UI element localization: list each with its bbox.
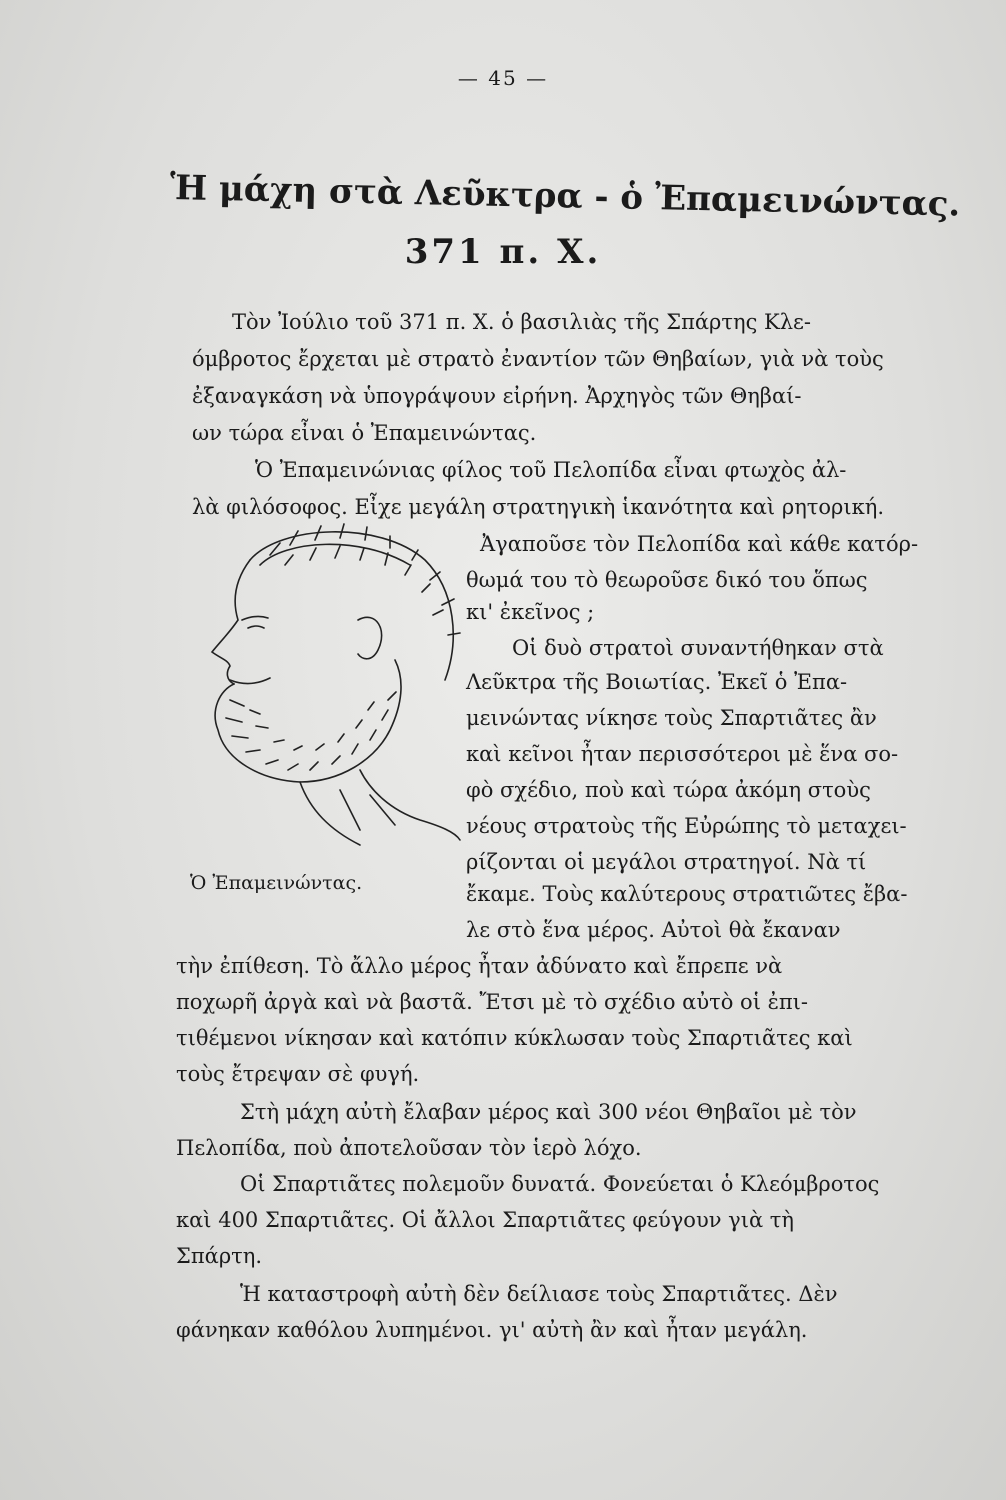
text-line: ποχωρῆ ἀργὰ καὶ νὰ βαστᾶ. Ἔτσι μὲ τὸ σχέδιο αὐτὸ οἱ ἐπι- (176, 990, 809, 1014)
text-line: τὴν ἐπίθεση. Τὸ ἄλλο μέρος ἦταν ἀδύνατο καὶ ἔπρεπε νὰ (176, 954, 783, 978)
chapter-title: Ἡ μάχη στὰ Λεῦκτρα - ὁ Ἐπαμεινώντας. (169, 168, 961, 225)
text-line: κι' ἐκεῖνος ; (466, 600, 595, 624)
text-line: λὰ φιλόσοφος. Εἶχε μεγάλη στρατηγικὴ ἱκανότητα καὶ ρητορική. (192, 495, 884, 519)
text-line: Οἱ δυὸ στρατοὶ συναντήθηκαν στὰ (512, 636, 884, 660)
text-line: Σπάρτη. (176, 1244, 263, 1268)
chapter-date: 371 π. Χ. (404, 232, 602, 272)
text-line: θωμά του τὸ θεωροῦσε δικό του ὅπως (466, 568, 868, 592)
text-line: καὶ 400 Σπαρτιᾶτες. Οἱ ἄλλοι Σπαρτιᾶτες φεύγουν γιὰ τὴ (176, 1208, 795, 1232)
text-line: μεινώντας νίκησε τοὺς Σπαρτιᾶτες ἂν (466, 706, 877, 730)
page-number: — 45 — (457, 66, 549, 90)
text-line: Λεῦκτρα τῆς Βοιωτίας. Ἐκεῖ ὁ Ἐπα- (466, 670, 848, 694)
text-line: νέους στρατοὺς τῆς Εὐρώπης τὸ μεταχει- (466, 814, 907, 838)
text-line: Ὁ Ἐπαμεινώνιας φίλος τοῦ Πελοπίδα εἶναι φτωχὸς ἀλ- (255, 458, 847, 482)
text-line: ρίζονται οἱ μεγάλοι στρατηγοί. Νὰ τί (466, 850, 867, 874)
text-line: φὸ σχέδιο, ποὺ καὶ τώρα ἀκόμη στοὺς (466, 778, 871, 802)
text-line: Στὴ μάχη αὐτὴ ἔλαβαν μέρος καὶ 300 νέοι Θηβαῖοι μὲ τὸν (240, 1100, 857, 1124)
portrait-caption: Ὁ Ἐπαμεινώντας. (190, 872, 363, 894)
text-line: Ἡ καταστροφὴ αὐτὴ δὲν δείλιασε τοὺς Σπαρτιᾶτες. Δὲν (240, 1282, 838, 1306)
text-line: Τὸν Ἰούλιο τοῦ 371 π. Χ. ὁ βασιλιὰς τῆς Σπάρτης Κλε- (232, 310, 812, 334)
text-line: τοὺς ἔτρεψαν σὲ φυγή. (176, 1062, 420, 1086)
text-line: Οἱ Σπαρτιᾶτες πολεμοῦν δυνατά. Φονεύεται ὁ Κλεόμβροτος (240, 1172, 880, 1196)
epaminondas-portrait (190, 520, 465, 855)
text-line: ων τώρα εἶναι ὁ Ἐπαμεινώντας. (192, 421, 537, 445)
text-line: φάνηκαν καθόλου λυπημένοι. γι' αὐτὴ ἂν καὶ ἦταν μεγάλη. (176, 1318, 808, 1342)
text-line: λε στὸ ἕνα μέρος. Αὐτοὶ θὰ ἔκαναν (466, 918, 841, 942)
text-line: όμβροτος ἔρχεται μὲ στρατὸ ἐναντίον τῶν Θηβαίων, γιὰ νὰ τοὺς (192, 347, 884, 371)
text-line: Πελοπίδα, ποὺ ἀποτελοῦσαν τὸν ἱερὸ λόχο. (176, 1136, 642, 1160)
text-line: ἐξαναγκάση νὰ ὑπογράψουν εἰρήνη. Ἀρχηγὸς τῶν Θηβαί- (192, 384, 802, 408)
text-line: ἔκαμε. Τοὺς καλύτερους στρατιῶτες ἔβα- (466, 882, 908, 906)
text-line: καὶ κεῖνοι ἦταν περισσότεροι μὲ ἕνα σο- (466, 742, 899, 766)
text-line: Ἀγαποῦσε τὸν Πελοπίδα καὶ κάθε κατόρ- (480, 532, 919, 556)
text-line: τιθέμενοι νίκησαν καὶ κατόπιν κύκλωσαν τοὺς Σπαρτιᾶτες καὶ (176, 1026, 853, 1050)
